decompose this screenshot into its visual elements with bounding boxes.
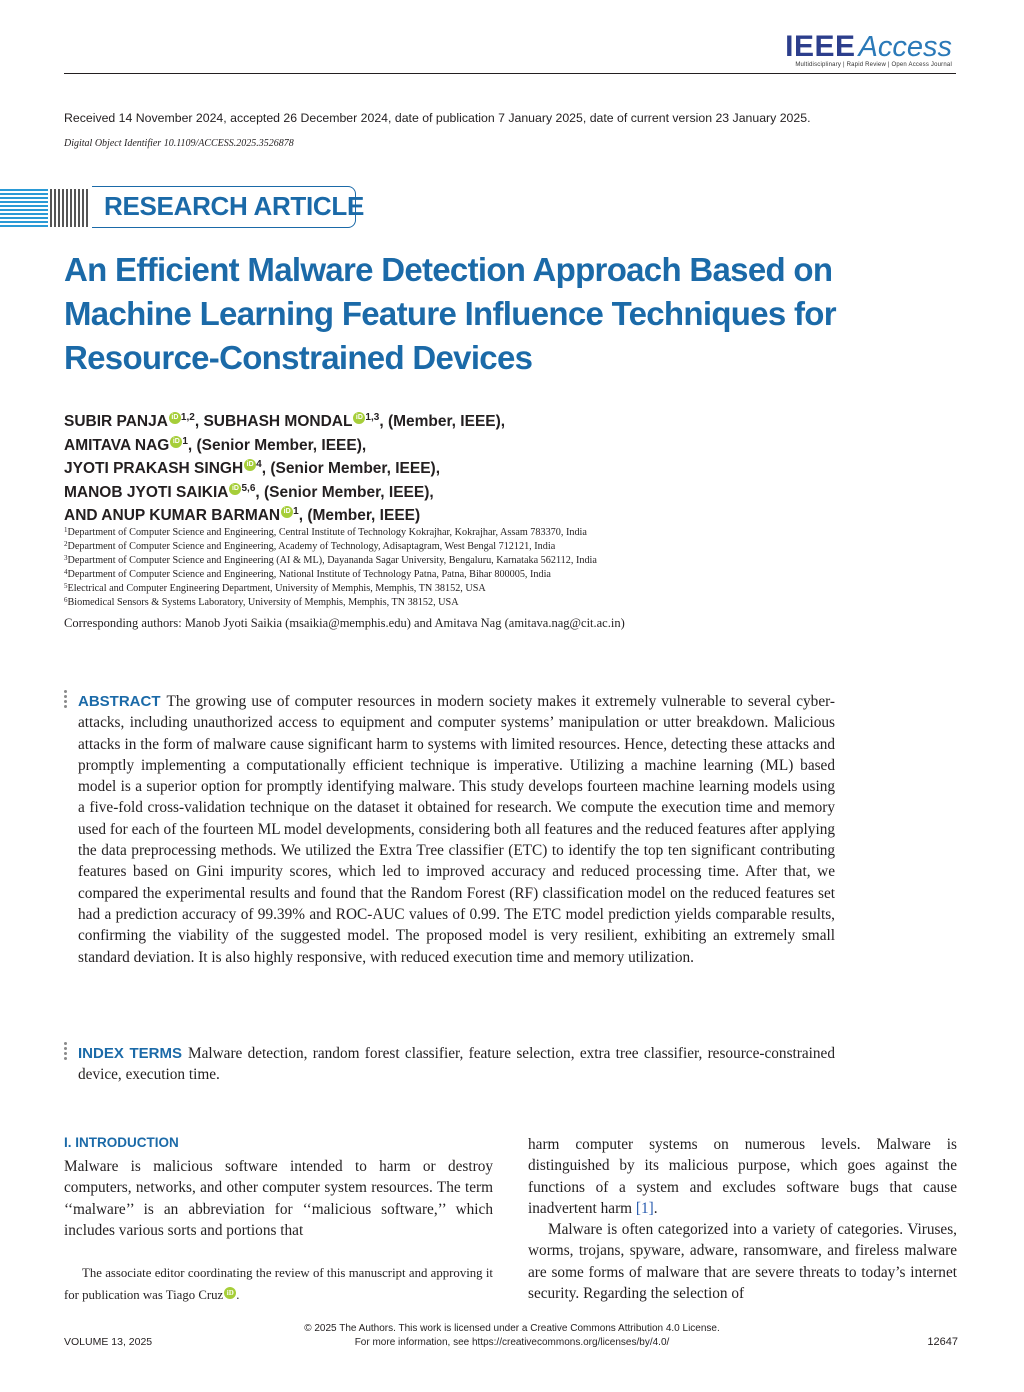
section-heading-introduction: I. INTRODUCTION [64, 1135, 179, 1150]
paragraph: Malware is often categorized into a variety of categories. Viruses, worms, trojans, spyware, adware, ransomware, and fireless malware are some forms of malware that are severe threats to today’s internet security. Regarding the selection of [528, 1221, 957, 1303]
author-list [64, 410, 505, 528]
author-name: AMITAVA NAG [64, 436, 170, 454]
orcid-icon[interactable]: iD [170, 436, 182, 448]
orcid-icon[interactable]: iD [353, 412, 365, 424]
affiliation-item [64, 554, 597, 568]
doi: Digital Object Identifier 10.1109/ACCESS.2025.3526878 [64, 138, 294, 149]
paragraph [528, 1134, 957, 1219]
paragraph-text: harm computer systems on numerous levels. Malware is distinguished by its malicious purpose, which goes against the functions of a system and excludes software bugs that cause inadvertent harm [528, 1136, 957, 1217]
affiliation-text: Department of Computer Science and Engineering, Central Institute of Technology Kokrajhar, Kokrajhar, Assam 783370, India [67, 527, 587, 538]
footnote-text: The associate editor coordinating the review of this manuscript and approving it for publication was Tiago Cruz [64, 1266, 493, 1302]
affiliation-number: 5 [64, 582, 68, 590]
author-affil: 1,2 [180, 412, 195, 423]
orcid-icon[interactable]: iD [244, 459, 256, 471]
article-type: RESEARCH ARTICLE [104, 191, 365, 221]
body-column-right [528, 1134, 957, 1304]
paragraph-end: . [653, 1199, 658, 1217]
logo-tagline: Multidisciplinary | Rapid Review | Open Access Journal [795, 62, 952, 68]
paper-title: An Efficient Malware Detection Approach Based on Machine Learning Feature Influence Techniques for Resource-Constrained Devices [64, 251, 836, 376]
volume-label: VOLUME 13, 2025 [64, 1336, 153, 1348]
author-affil: 5,6 [241, 482, 256, 494]
index-terms-text: Malware detection, random forest classifier, feature selection, extra tree classifier, resource-constrained device, execution time. [78, 1045, 835, 1084]
affiliation-number: 6 [64, 596, 68, 604]
license-line-2[interactable]: For more information, see https://creativecommons.org/licenses/by/4.0/ [354, 1336, 670, 1348]
author-suffix: , [194, 413, 204, 430]
journal-logo [785, 30, 952, 68]
author-name: SUBHASH MONDAL [203, 413, 353, 430]
affiliation-number: 2 [64, 540, 68, 548]
orcid-icon[interactable]: iD [281, 506, 293, 518]
author-suffix: , (Senior Member, IEEE), [187, 436, 367, 454]
affiliation-text: Electrical and Computer Engineering Department, University of Memphis, Memphis, TN 38152, USA [67, 583, 486, 594]
author-affil: 4 [256, 459, 262, 470]
affiliation-number: 3 [64, 554, 68, 562]
index-terms-marker-dots [64, 1042, 68, 1062]
abstract [78, 691, 835, 968]
license-line-1: © 2025 The Authors. This work is licensed under a Creative Commons Attribution 4.0 License. [304, 1323, 720, 1334]
affiliation-item [64, 540, 597, 554]
affiliation-item [64, 596, 597, 610]
logo-ieee: IEEE [785, 30, 856, 63]
author-suffix: , (Member, IEEE), [379, 413, 506, 430]
paragraph: Malware is malicious software intended to harm or destroy computers, networks, and other computer system resources. The term ‘‘malware’’ is an abbreviation for ‘‘malicious software,’’ which includes various sorts and portions that [64, 1158, 493, 1239]
affiliation-text: Department of Computer Science and Engineering, National Institute of Technology Patna, Patna, Bihar 800005, India [67, 569, 551, 580]
banner-bars [50, 189, 90, 227]
index-terms [78, 1043, 835, 1086]
index-terms-label: INDEX TERMS [78, 1045, 182, 1062]
author-affil: 1,3 [365, 412, 380, 423]
license-notice [0, 1322, 1024, 1349]
affiliation-text: Department of Computer Science and Engineering, Academy of Technology, Adisaptagram, West Bengal 712121, India [67, 541, 556, 552]
logo-access: Access [858, 31, 952, 63]
affiliation-text: Department of Computer Science and Engineering (AI & ML), Dayananda Sagar University, Bengaluru, Karnataka 562112, India [67, 555, 597, 566]
author-name: JYOTI PRAKASH SINGH [64, 460, 244, 477]
orcid-icon[interactable]: iD [229, 483, 241, 495]
author-suffix: , (Member, IEEE) [298, 507, 421, 524]
banner-stripes [0, 189, 48, 227]
affiliation-item [64, 526, 597, 540]
author-suffix: , (Senior Member, IEEE), [261, 460, 440, 477]
author-name: AND ANUP KUMAR BARMAN [64, 507, 281, 524]
affiliation-number: 1 [64, 526, 68, 534]
author-affil: 1 [293, 506, 299, 517]
author-name: SUBIR PANJA [64, 413, 168, 430]
abstract-label: ABSTRACT [78, 693, 161, 710]
editor-footnote [64, 1262, 493, 1306]
body-column-left [64, 1156, 493, 1241]
author-name: MANOB JYOTI SAIKIA [64, 483, 229, 501]
corresponding-authors: Corresponding authors: Manob Jyoti Saikia (msaikia@memphis.edu) and Amitava Nag (amitava.nag@cit.ac.in) [64, 616, 625, 630]
abstract-marker-dots [64, 690, 68, 710]
affiliation-item [64, 582, 597, 596]
received-dates: Received 14 November 2024, accepted 26 December 2024, date of publication 7 January 2025, date of current version 23 January 2025. [64, 111, 811, 125]
author-affil: 1 [182, 435, 188, 447]
footnote-end: . [236, 1288, 240, 1302]
citation-link[interactable]: [1] [635, 1199, 654, 1217]
affiliation-text: Biomedical Sensors & Systems Laboratory, University of Memphis, Memphis, TN 38152, USA [67, 597, 459, 608]
affiliation-number: 4 [64, 568, 68, 576]
orcid-icon[interactable]: iD [224, 1287, 236, 1299]
affiliation-item [64, 568, 597, 582]
orcid-icon[interactable]: iD [169, 412, 181, 424]
author-suffix: , (Senior Member, IEEE), [255, 483, 434, 501]
abstract-text: The growing use of computer resources in modern society makes it extremely vulnerable to several cyber-attacks, including unauthorized access to equipment and computer systems’ manipulation or utter breakdown. Malicious attacks in the form of malware cause significant harm to systems with limited resources. Hence, detecting these attacks and promptly implementing a computationally efficient technique is imperative. Utilizing a machine learning (ML) based model is a superior option for promptly identifying malware. This study develops fourteen machine learning models using a five-fold cross-validation technique on the dataset it obtained for research. We compute the execution time and memory used for each of the fourteen ML model developments, considering both all features and the reduced features after applying the data preprocessing methods. We utilized the Extra Tree classifier (ETC) to identify the top ten significant contributing features based on Gini impurity scores, which led to improved accuracy and reduced processing time. After that, we compared the experimental results and found that the Random Forest (RF) classification model on the reduced features set had a prediction accuracy of 99.39% and ROC-AUC values of 0.99. The ETC model prediction yields comparable results, confirming the viability of the suggested model. The proposed model is very resilient, exhibiting an extremely small standard deviation. It is also highly responsive, with reduced execution time and memory utilization. [78, 693, 835, 966]
header-rule [64, 73, 956, 74]
affiliation-list [64, 526, 597, 610]
page-number: 12647 [927, 1336, 958, 1348]
